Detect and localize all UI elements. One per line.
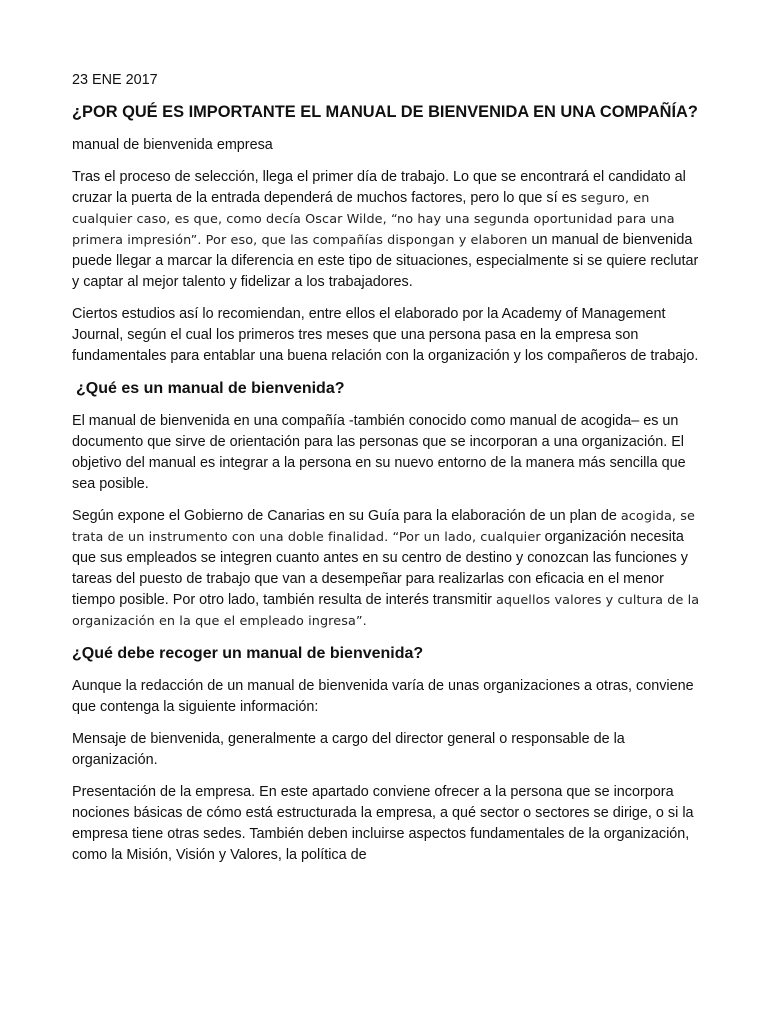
paragraph-intro (72, 167, 702, 293)
section-heading-what-is: ¿Qué es un manual de bienvenida? (76, 380, 345, 397)
paragraph-contents-intro: Aunque la redacción de un manual de bienvenida varía de unas organizaciones a otras, conviene que contenga la siguiente información: (72, 678, 694, 715)
paragraph-studies: Ciertos estudios así lo recomiendan, entre ellos el elaborado por la Academy of Management Journal, según el cual los primeros tres meses que una persona pasa en la empresa son fundamentales para entablar una buena relación con la organización y los compañeros de trabajo. (72, 306, 699, 364)
paragraph-company-presentation: Presentación de la empresa. En este apartado conviene ofrecer a la persona que se incorpora nociones básicas de cómo está estructurada la empresa, a qué sector o sectores se dirige, o si la empresa tiene otras sedes. También deben incluirse aspectos fundamentales de la organización, como la Misión, Visión y Valores, la política de (72, 784, 694, 863)
publication-date: 23 ENE 2017 (72, 72, 158, 88)
paragraph-canarias-quote-2: aquellos valores y cultura de la organización en la que el empleado ingresa”. (72, 593, 700, 629)
section-heading-contents: ¿Qué debe recoger un manual de bienvenida? (72, 645, 424, 662)
paragraph-canarias (72, 506, 702, 632)
paragraph-canarias-part-1: Según expone el Gobierno de Canarias en su Guía para la elaboración de un plan de (72, 508, 621, 524)
paragraph-intro-part-2: un manual de bienvenida puede llegar a marcar la diferencia en este tipo de situaciones, especialmente si se quiere reclutar y captar al mejor talento y fidelizar a los trabajadores. (72, 232, 699, 290)
paragraph-canarias-quote-1: acogida, se trata de un instrumento con una doble finalidad. “Por un lado, cualquier (72, 509, 695, 545)
paragraph-welcome-message: Mensaje de bienvenida, generalmente a cargo del director general o responsable de la organización. (72, 731, 625, 768)
paragraph-definition: El manual de bienvenida en una compañía -también conocido como manual de acogida– es un documento que sirve de orientación para las personas que se incorporan a una organización. El objetivo del manual es integrar a la persona en su nuevo entorno de la manera más sencilla que sea posible. (72, 413, 686, 492)
document-title: ¿POR QUÉ ES IMPORTANTE EL MANUAL DE BIENVENIDA EN UNA COMPAÑÍA? (72, 103, 698, 121)
paragraph-canarias-part-2: organización necesita que sus empleados se integren cuanto antes en su centro de destino y conozcan las funciones y tareas del puesto de trabajo que van a desempeñar para realizarlas con eficacia en el menor tiempo posible. Por otro lado, también resulta de interés transmitir (72, 529, 688, 608)
document-subtitle: manual de bienvenida empresa (72, 137, 273, 153)
document-page (72, 70, 702, 877)
paragraph-intro-part-1: Tras el proceso de selección, llega el primer día de trabajo. Lo que se encontrará el candidato al cruzar la puerta de la entrada dependerá de muchos factores, pero lo que sí es (72, 169, 686, 206)
paragraph-intro-quote: seguro, en cualquier caso, es que, como decía Oscar Wilde, “no hay una segunda oportunidad para una primera impresión”. Por eso, que las compañías dispongan y elaboren (72, 191, 675, 248)
